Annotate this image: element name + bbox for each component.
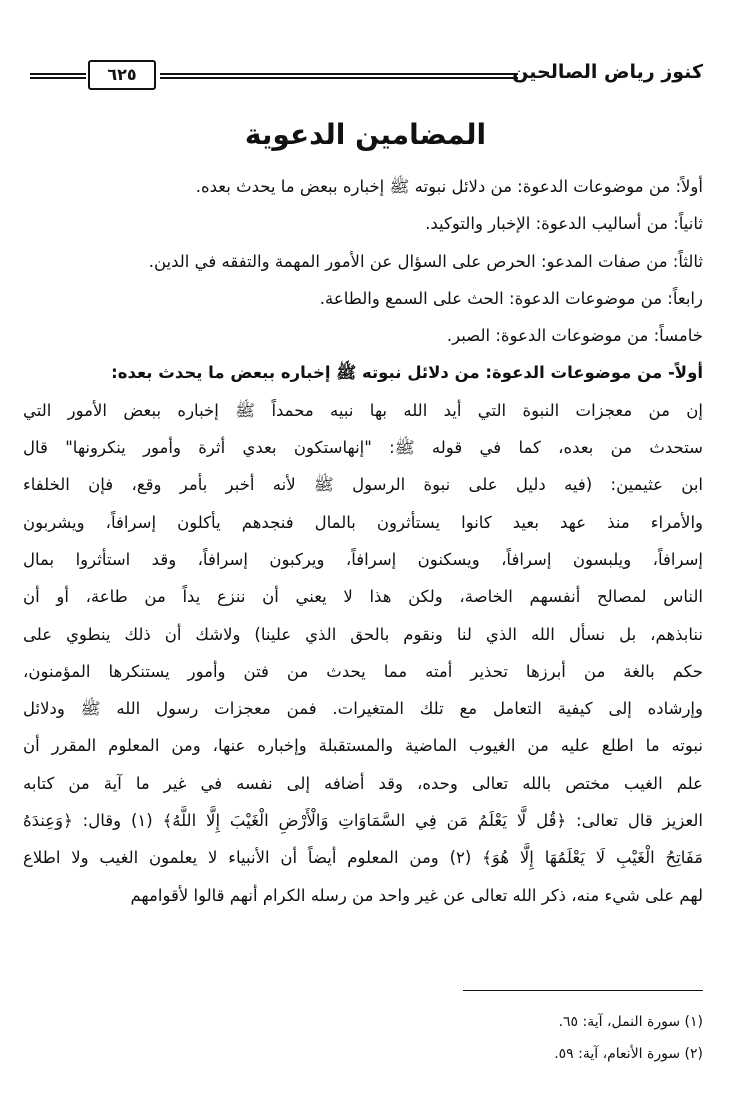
text-line: ثانياً: من أساليب الدعوة: الإخبار والتوكيد. (425, 214, 703, 234)
text-line: رابعاً: من موضوعات الدعوة: الحث على السمع والطاعة. (319, 288, 703, 308)
header-rule-right (160, 73, 518, 79)
text-line: حكم بالغة من أبرزها تحذير أمته مما يحدث من فتن وأمور يستنكرها المؤمنون، (23, 661, 703, 681)
footnotes (23, 1006, 703, 1070)
text-line: أولاً: من موضوعات الدعوة: من دلائل نبوته ﷺ إخباره ببعض ما يحدث بعده. (195, 177, 703, 196)
text-line: ثالثاً: من صفات المدعو: الحرص على السؤال عن الأمور المهمة والتفقه في الدين. (148, 251, 703, 271)
body-text (23, 168, 703, 914)
section-heading: أولاً- من موضوعات الدعوة: من دلائل نبوته ﷺ إخباره ببعض ما يحدث بعده: (111, 363, 703, 383)
text-line: ستحدث من بعده، كما في قوله ﷺ: "إنهاستكون بعدي أثرة وأمور ينكرونها" قال (23, 438, 703, 458)
footnote-separator (463, 990, 703, 991)
text-line: العزيز قال تعالى: ﴿قُل لَّا يَعْلَمُ مَن فِي السَّمَاوَاتِ وَالْأَرْضِ الْغَيْبَ إِلَّا اللَّهُ﴾ (١) وقال: ﴿وَعِندَهُ (23, 811, 703, 831)
text-line: لهم على شيء منه، ذكر الله تعالى عن غير واحد من رسله الكرام أنهم قالوا لأقوامهم (130, 885, 703, 905)
text-line: نبوته ما اطلع عليه من الغيوب الماضية والمستقبلة وإخباره عنها، ومن المعلوم المقرر أن (23, 736, 703, 756)
text-line: مَفَاتِحُ الْغَيْبِ لَا يَعْلَمُهَا إِلَّا هُوَ﴾ (٢) ومن المعلوم أيضاً أن الأنبياء لا يعلمون الغيب ولا اطلاع (23, 848, 703, 868)
page-number: ٦٢٥ (88, 60, 156, 90)
text-line: ابن عثيمين: (فيه دليل على نبوة الرسول ﷺ لأنه أخبر بأمر وقع، فإن الخلفاء (23, 475, 703, 495)
text-line: وإرشاده إلى كيفية التعامل مع تلك المتغيرات. فمن معجزات رسول الله ﷺ ودلائل (23, 699, 703, 719)
text-line: إن من معجزات النبوة التي أيد الله بها نبيه محمداً ﷺ إخباره ببعض الأمور التي (23, 400, 703, 420)
text-line: إسرافاً، ويلبسون إسرافاً، ويسكنون إسرافاً، ويركبون إسرافاً، وقد استأثروا بمال (23, 549, 703, 569)
footnote: (١) سورة النمل، آية: ٦٥. (558, 1014, 703, 1030)
text-line: علم الغيب مختص بالله تعالى وحده، وقد أضافه إلى نفسه في غير ما آية من كتابه (23, 773, 703, 793)
text-line: خامساً: من موضوعات الدعوة: الصبر. (446, 326, 703, 346)
header-rule-left (30, 73, 86, 79)
chapter-title: المضامين الدعوية (244, 118, 487, 151)
text-line: والأمراء منذ عهد بعيد كانوا يستأثرون بالمال فنجدهم يأكلون إسرافاً، ويشربون (23, 512, 703, 532)
book-title: كنوز رياض الصالحين (512, 61, 703, 83)
page-header (30, 60, 703, 94)
footnote: (٢) سورة الأنعام، آية: ٥٩. (554, 1046, 703, 1062)
text-line: الناس لمصالح أنفسهم الخاصة، ولكن هذا لا يعني أن ننزع يداً من طاعة، أو أن (23, 587, 703, 607)
text-line: ننابذهم، بل نسأل الله الذي لنا ونقوم بالحق الذي علينا) ولاشك أن ذلك ينطوي على (23, 624, 703, 644)
